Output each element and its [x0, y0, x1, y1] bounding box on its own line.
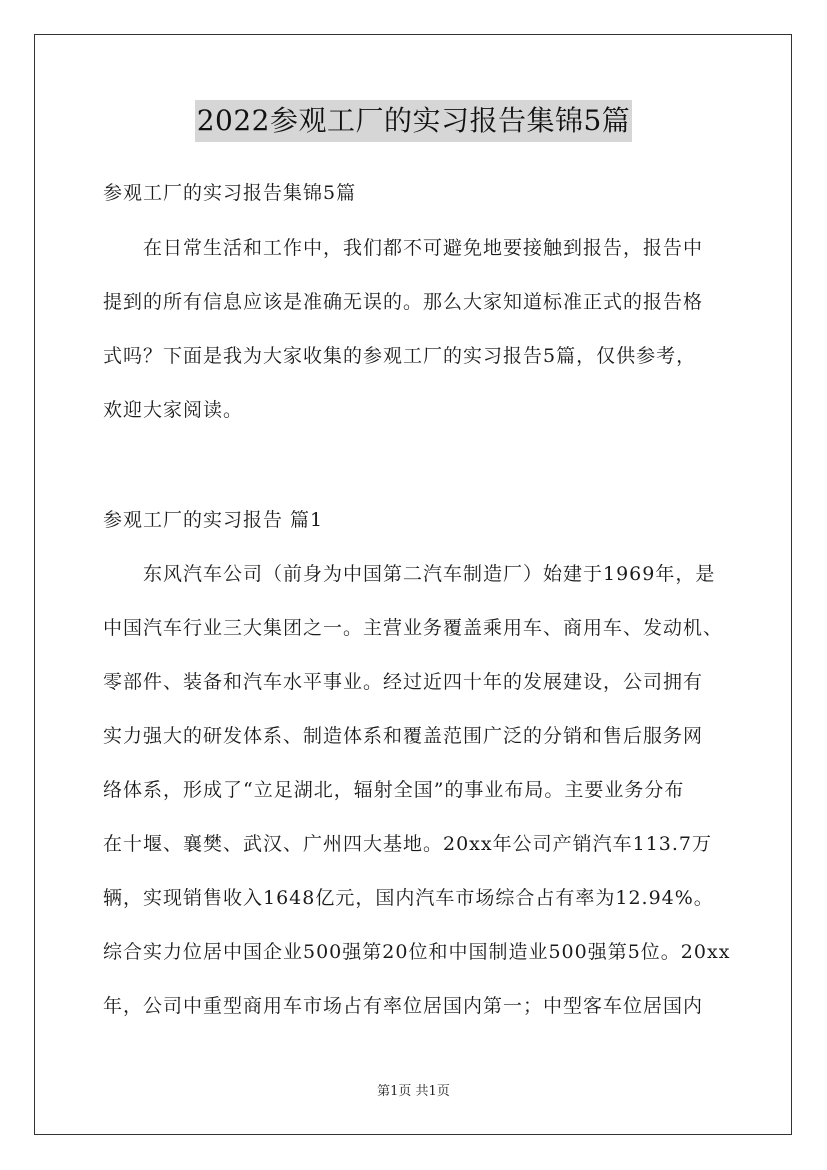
- intro-line: 提到的所有信息应该是准确无误的。那么大家知道标准正式的报告格: [103, 291, 704, 313]
- section-line: 综合实力位居中国企业500强第20位和中国制造业500强第5位。20xx: [103, 941, 731, 963]
- section-line: 辆，实现销售收入1648亿元，国内汽车市场综合占有率为12.94%。: [103, 887, 714, 909]
- page-footer: 第1页 共1页: [377, 1084, 450, 1099]
- intro-line: 在日常生活和工作中，我们都不可避免地要接触到报告，报告中: [143, 237, 704, 259]
- section-line: 零部件、装备和汽车水平事业。经过近四十年的发展建设，公司拥有: [103, 671, 704, 693]
- section-line: 年，公司中重型商用车市场占有率位居国内第一；中型客车位居国内: [103, 995, 704, 1017]
- document-title: 2022参观工厂的实习报告集锦5篇: [195, 100, 633, 142]
- document-subtitle: 参观工厂的实习报告集锦5篇: [103, 182, 357, 204]
- section-line: 东风汽车公司（前身为中国第二汽车制造厂）始建于1969年，是: [143, 563, 716, 585]
- title-container: [0, 100, 827, 142]
- section-line: 络体系，形成了“立足湖北，辐射全国”的事业布局。主要业务分布: [103, 779, 685, 801]
- section-line: 在十堰、襄樊、武汉、广州四大基地。20xx年公司产销汽车113.7万: [103, 833, 713, 855]
- intro-line: 欢迎大家阅读。: [103, 399, 244, 421]
- section-heading: 参观工厂的实习报告 篇1: [103, 509, 324, 531]
- section-line: 实力强大的研发体系、制造体系和覆盖范围广泛的分销和售后服务网: [103, 725, 704, 747]
- section-line: 中国汽车行业三大集团之一。主营业务覆盖乘用车、商用车、发动机、: [103, 617, 724, 639]
- intro-line: 式吗？下面是我为大家收集的参观工厂的实习报告5篇，仅供参考，: [103, 345, 697, 367]
